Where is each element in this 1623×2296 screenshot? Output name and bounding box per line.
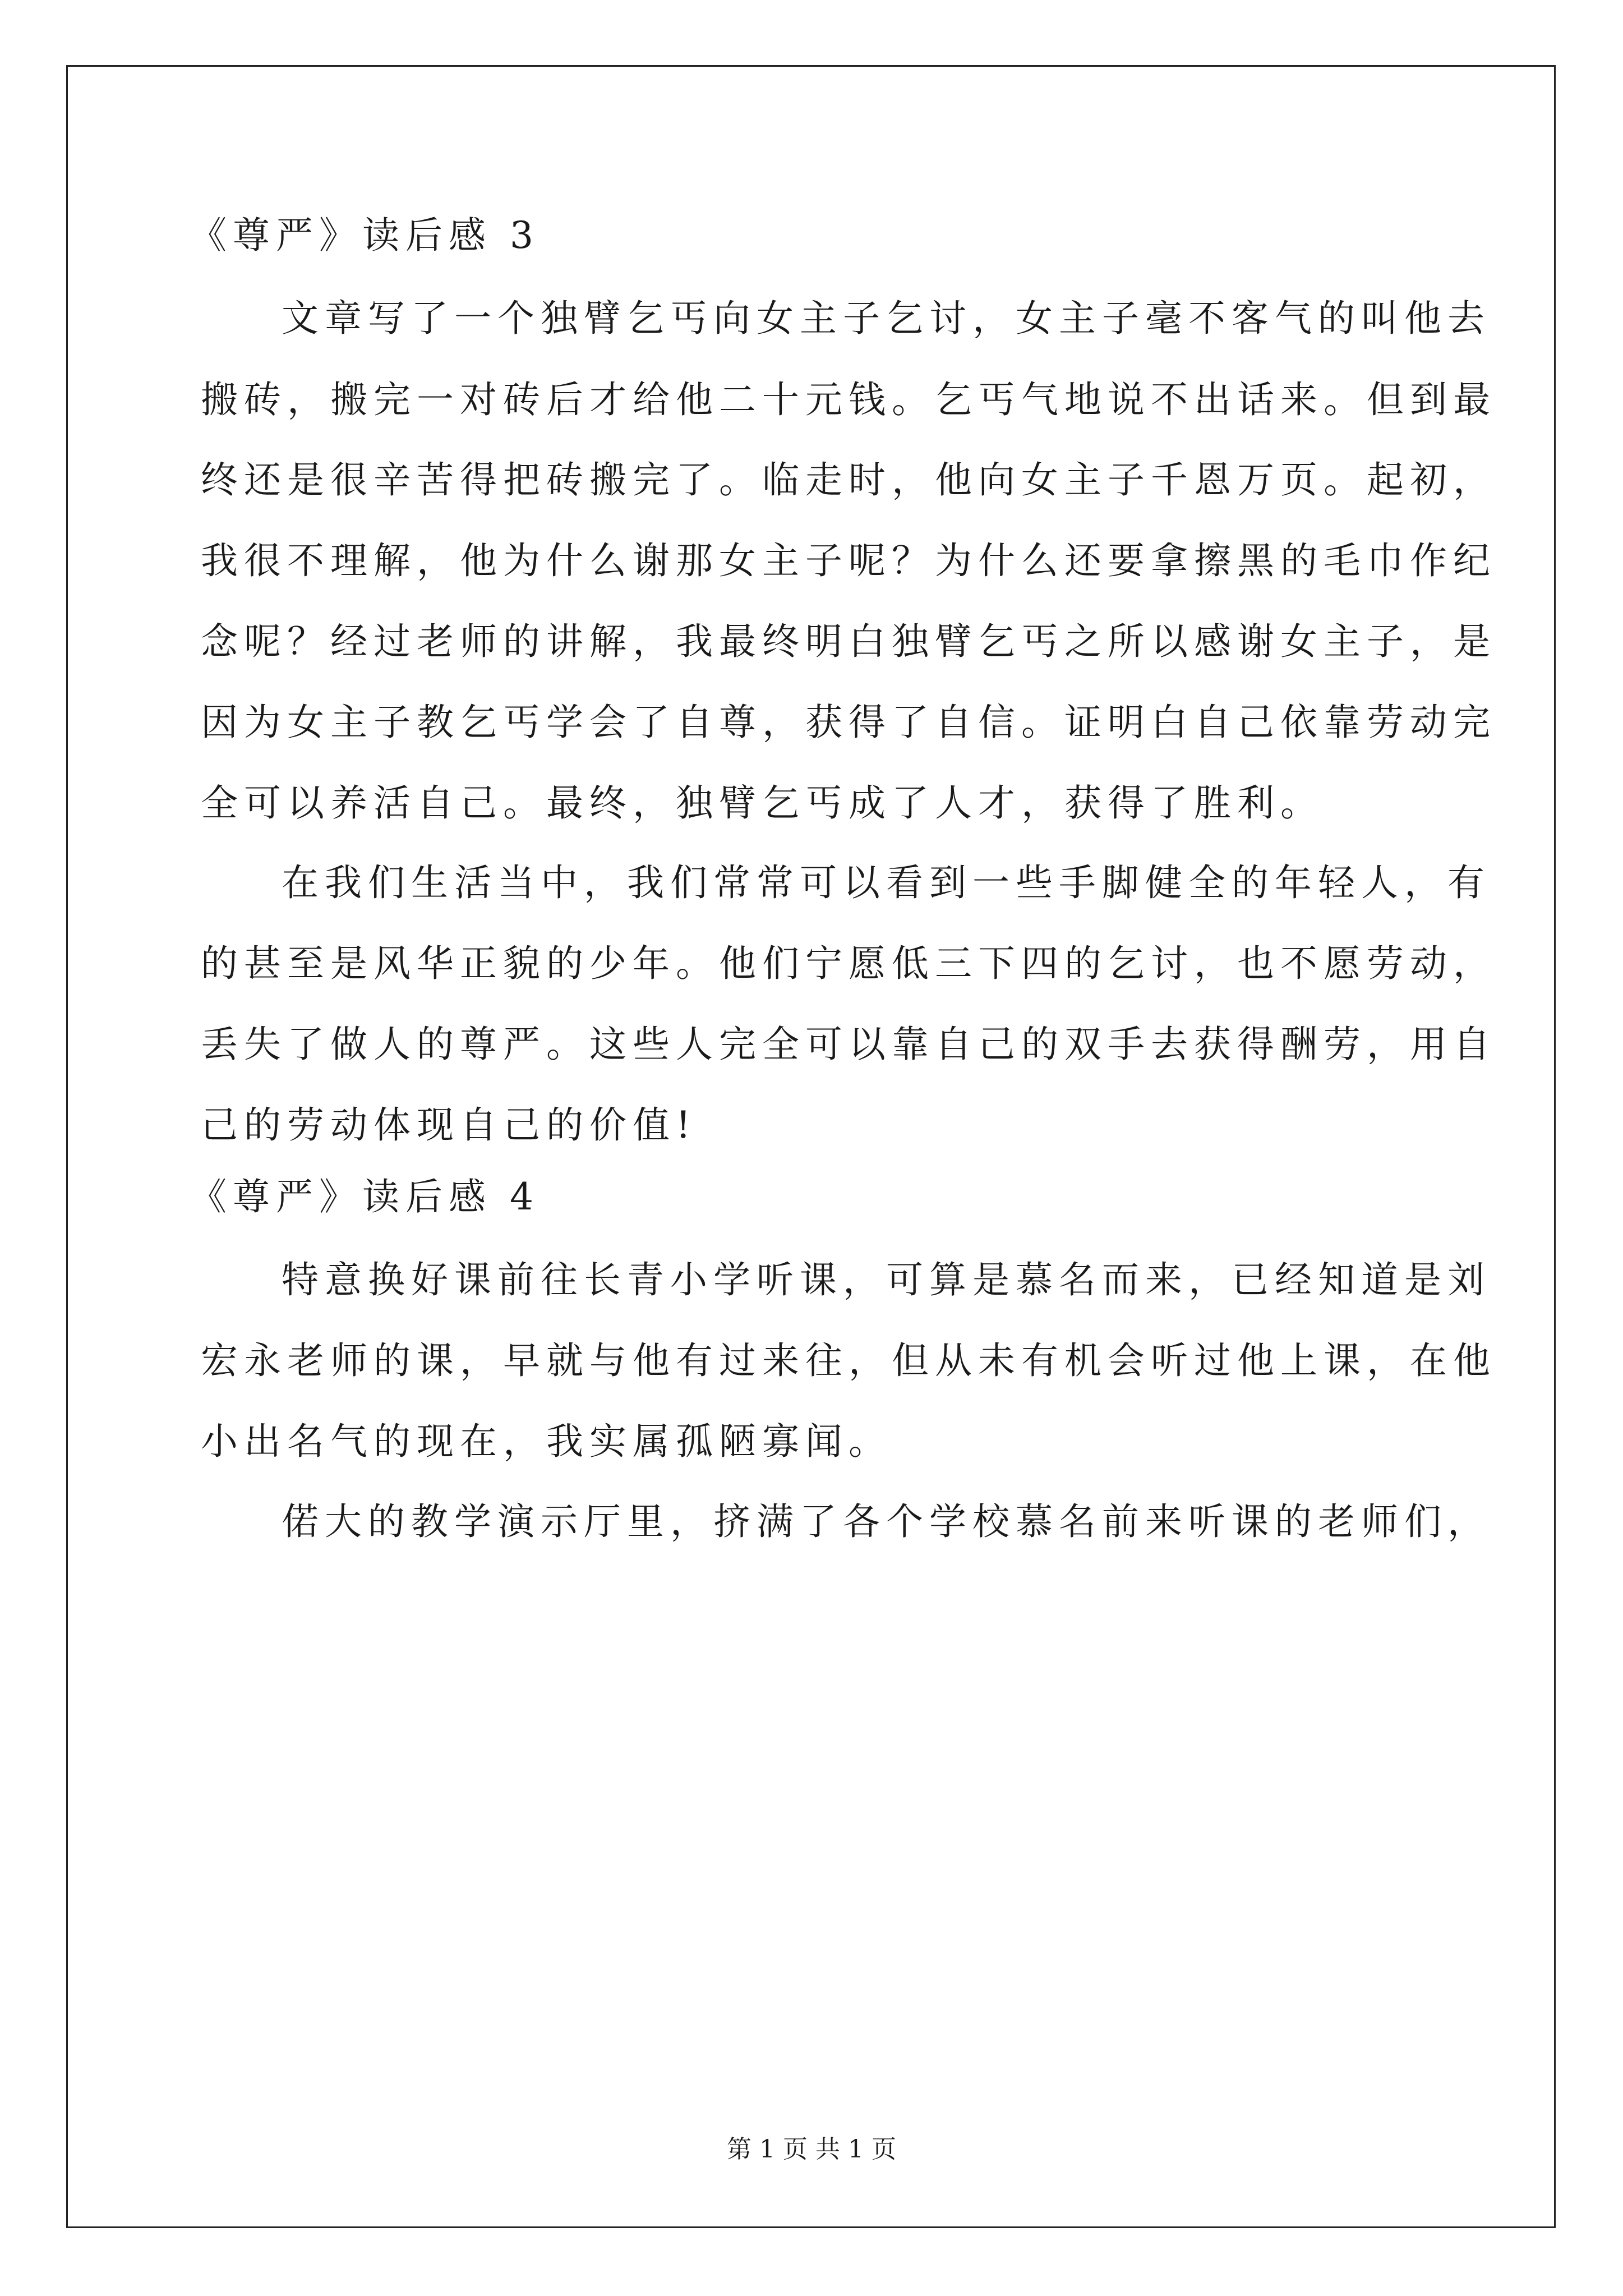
paragraph-line: 文章写了一个独臂乞丐向女主子乞讨，女主子毫不客气的叫他去 (282, 297, 1491, 340)
paragraph-line: 念呢？经过老师的讲解，我最终明白独臂乞丐之所以感谢女主子，是 (201, 620, 1496, 663)
paragraph-line: 特意换好课前往长青小学听课，可算是慕名而来，已经知道是刘 (282, 1258, 1491, 1301)
paragraph-line: 小出名气的现在，我实属孤陋寡闻。 (201, 1420, 892, 1463)
paragraph-line: 己的劳动体现自己的价值! (201, 1103, 697, 1147)
page-footer: 第 1 页 共 1 页 (727, 2135, 896, 2164)
paragraph-line: 丢失了做人的尊严。这些人完全可以靠自己的双手去获得酬劳，用自 (201, 1023, 1496, 1066)
paragraph-line: 在我们生活当中，我们常常可以看到一些手脚健全的年轻人，有 (282, 861, 1491, 904)
paragraph-line: 搬砖，搬完一对砖后才给他二十元钱。乞丐气地说不出话来。但到最 (201, 378, 1496, 421)
paragraph-line: 因为女主子教乞丐学会了自尊，获得了自信。证明白自己依靠劳动完 (201, 701, 1496, 744)
paragraph-line: 宏永老师的课，早就与他有过来往，但从未有机会听过他上课，在他 (201, 1339, 1496, 1382)
section-title: 《尊严》读后感 4 (190, 1175, 540, 1218)
section-title: 《尊严》读后感 3 (190, 214, 540, 257)
paragraph-line: 的甚至是风华正貌的少年。他们宁愿低三下四的乞讨，也不愿劳动， (201, 942, 1496, 985)
paragraph-line: 终还是很辛苦得把砖搬完了。临走时，他向女主子千恩万页。起初， (201, 458, 1496, 501)
paragraph-line: 偌大的教学演示厅里，挤满了各个学校慕名前来听课的老师们， (282, 1500, 1491, 1543)
paragraph-line: 我很不理解，他为什么谢那女主子呢？为什么还要拿擦黑的毛巾作纪 (201, 539, 1496, 582)
paragraph-line: 全可以养活自己。最终，独臂乞丐成了人才，获得了胜利。 (201, 781, 1324, 825)
